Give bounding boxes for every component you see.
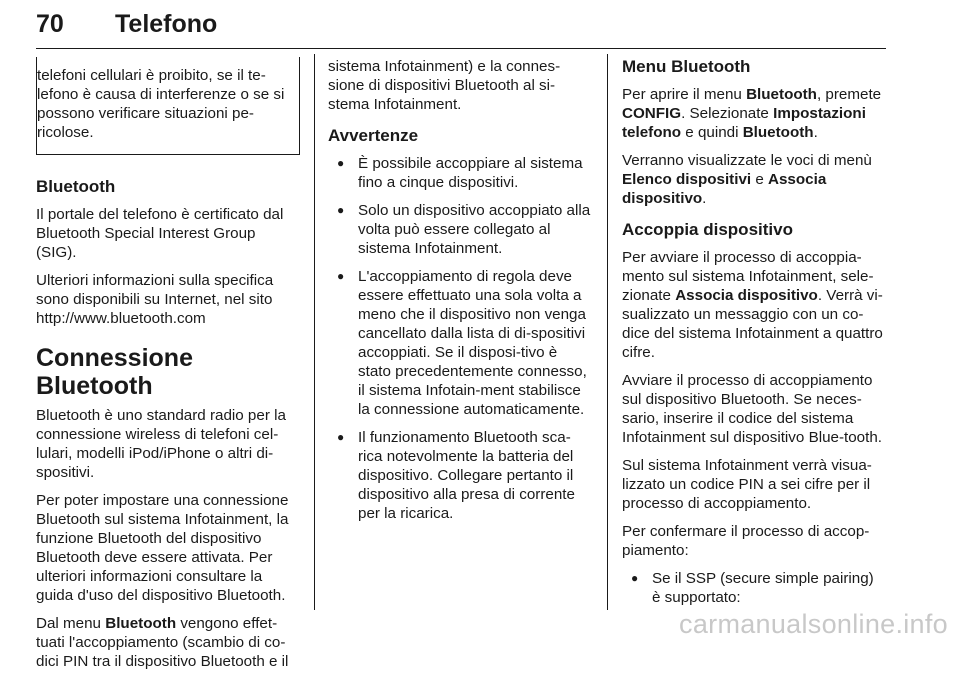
heading-connessione-bluetooth: Connessione Bluetooth — [36, 344, 193, 400]
paragraph: Il portale del telefono è certificato dal Bluetooth Special Interest Group (SIG). — [36, 206, 284, 261]
list-item: ● L'accoppiamento di regola deve essere effettuato una sola volta a meno che il dispositivo non venga cancellato dalla lista di di-spositivi accoppiati. Se il disposi-tivo è stato precedentemente connesso, il sistema Infotain-ment stabilisce la connessione automaticamente. — [328, 267, 592, 419]
column-divider-1 — [314, 54, 315, 610]
paragraph: Dal menu Bluetooth vengono effet-tuati l'accoppiamento (scambio di co-dici PIN tra il dispositivo Bluetooth e il — [36, 615, 289, 670]
paragraph: Bluetooth è uno standard radio per la connessione wireless di telefoni cel-lulari, modelli iPod/iPhone o altri di-spositivi. — [36, 407, 286, 481]
heading-bluetooth: Bluetooth — [36, 177, 116, 196]
warning-box — [36, 57, 300, 155]
warning-text: telefoni cellulari è proibito, se il te-lefono è causa di interferenze o se si possono verificare situazioni pe-ricolose. — [37, 67, 285, 141]
heading-avvertenze: Avvertenze — [328, 126, 419, 145]
paragraph: Per poter impostare una connessione Bluetooth sul sistema Infotainment, la funzione Bluetooth del dispositivo Bluetooth deve essere attivata. Per ulteriori informazioni consultare la guida d'uso del dispositivo Bluetooth. — [36, 492, 289, 604]
notes-list — [328, 154, 592, 523]
list-item: ● Il funzionamento Bluetooth sca-rica notevolmente la batteria del dispositivo. Collegare pertanto il dispositivo alla presa di corrente per la ricarica. — [328, 428, 592, 523]
watermark: carmanualsonline.info — [679, 609, 948, 639]
list-item: ● Solo un dispositivo accoppiato alla volta può essere collegato al sistema Infotainment. — [328, 201, 592, 258]
paragraph: sistema Infotainment) e la connes-sione di dispositivi Bluetooth al si-stema Infotainment. — [328, 58, 561, 113]
paragraph: Sul sistema Infotainment verrà visua-lizzato un codice PIN a sei cifre per il processo di accoppiamento. — [622, 457, 872, 512]
paragraph: Verranno visualizzate le voci di menù Elenco dispositivi e Associa dispositivo. — [622, 152, 872, 207]
column-3 — [622, 57, 886, 616]
heading-accoppia-dispositivo: Accoppia dispositivo — [622, 220, 793, 239]
column-1 — [36, 57, 300, 680]
column-2 — [328, 57, 592, 532]
paragraph: Ulteriori informazioni sulla specifica sono disponibili su Internet, nel sito http://www.bluetooth.com — [36, 272, 274, 327]
paragraph: Per aprire il menu Bluetooth, premete CONFIG. Selezionate Impostazioni telefono e quindi Bluetooth. — [622, 86, 882, 141]
column-divider-2 — [607, 54, 608, 610]
paragraph: Per avviare il processo di accoppia-mento sul sistema Infotainment, sele-zionate Associa dispositivo. Verrà vi-sualizzato un messaggio con un co-dice del sistema Infotainment a quattro cifre. — [622, 249, 883, 361]
page-number: 70 — [36, 10, 64, 38]
section-title: Telefono — [115, 10, 218, 38]
list-item: ● È possibile accoppiare al sistema fino a cinque dispositivi. — [328, 154, 592, 192]
paragraph: Per confermare il processo di accop-piamento: — [622, 523, 870, 559]
paragraph: Avviare il processo di accoppiamento sul dispositivo Bluetooth. Se neces-sario, inserire il codice del sistema Infotainment sul dispositivo Blue-tooth. — [622, 372, 883, 446]
list-item: ● Se il SSP (secure simple pairing) è supportato: — [622, 569, 886, 607]
confirm-list — [622, 569, 886, 607]
page-header — [36, 2, 886, 49]
heading-menu-bluetooth: Menu Bluetooth — [622, 57, 751, 76]
menu-term: Bluetooth — [105, 615, 177, 632]
